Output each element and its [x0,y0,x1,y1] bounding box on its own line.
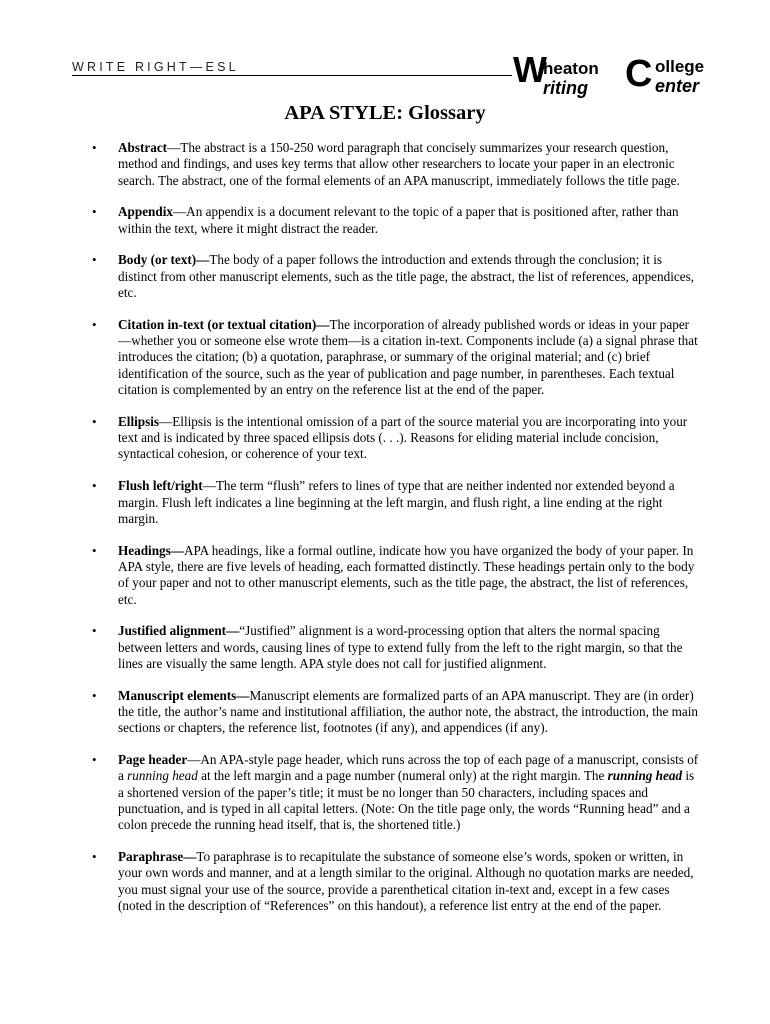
glossary-term: Flush left/right [118,478,203,494]
series-tag: WRITE RIGHT—ESL [72,60,239,74]
bullet-icon: • [92,752,97,768]
glossary-term: Abstract [118,140,168,155]
logo-riting: riting [543,78,588,98]
bullet-icon: • [92,478,97,494]
glossary-entry [0,543,770,608]
term-separator: — [159,413,173,429]
glossary-entry [0,688,770,737]
logo-initial-w: W [513,49,547,90]
definition-text: Manuscript elements are formalized parts of an APA manuscript. They are (in order) the title, the author’s name and institutional affiliation, the author note, the abstract, the introduction, the main sections or chapters, the reference list, footnotes (if any), and appendices (if any). [118,687,698,736]
definition-text: running head [607,768,683,784]
glossary-term: Body (or text)— [118,252,210,268]
definition-text: at the left margin and a page number (numeral only) at the right margin. The [197,768,608,784]
definition-text: The abstract is a 150-250 word paragraph that concisely summarizes your research question, method and findings, and uses key terms that allow other researchers to locate your paper in an electronic search. The abstract, one of the formal elements of an APA manuscript, immediately follows the title page. [118,140,680,188]
glossary-term: Paraphrase— [118,849,197,865]
definition-text: is a shortened version of the paper’s title; it must be no longer than 50 characters, including spaces and punctuation, and is typed in all capital letters. (Note: On the title page only, the words “Running head” and a colon precede the running head itself, that is, the shortened title.) [118,768,695,833]
glossary-term: Justified alignment— [118,623,240,639]
bullet-icon: • [92,204,97,220]
glossary-term: Appendix [118,204,173,220]
header-rule [72,75,512,76]
definition-text: An appendix is a document relevant to the topic of a paper that is positioned after, rather than within the text, where it might distract the reader. [118,204,679,236]
glossary-term: Manuscript elements— [118,687,250,703]
bullet-icon: • [92,687,97,703]
glossary-list [0,140,770,930]
term-separator: — [187,752,201,768]
glossary-entry [0,752,770,833]
bullet-icon: • [92,316,97,332]
bullet-icon: • [92,849,97,865]
term-separator: — [172,204,187,220]
glossary-entry [0,204,770,237]
glossary-term: Page header [118,752,188,768]
glossary-entry [0,140,770,189]
glossary-term: Citation in-text (or textual citation)— [118,316,330,332]
logo-enter: enter [655,76,700,96]
glossary-term: Headings— [118,542,184,558]
logo-ollege: ollege [655,57,705,76]
glossary-term: Ellipsis [118,413,160,429]
page-title: APA STYLE: Glossary [284,102,486,124]
logo-graphic [513,48,711,100]
page-header [72,48,712,104]
definition-text: running head [127,768,198,784]
bullet-icon: • [92,413,97,429]
logo-heaton: heaton [543,59,599,78]
definition-text: The body of a paper follows the introduction and extends through the conclusion; it is distinct from other manuscript elements, such as the title page, the abstract, the list of references, appendices, etc. [118,252,695,301]
glossary-entry [0,478,770,527]
glossary-entry [0,414,770,463]
definition-text: An APA-style page header, which runs across the top of each page of a manuscript, consists of a [118,752,699,784]
bullet-icon: • [92,252,97,268]
glossary-entry [0,317,770,398]
glossary-entry [0,623,770,672]
bullet-icon: • [92,623,97,639]
logo-initial-c: C [625,53,653,95]
definition-text: The term “flush” refers to lines of type that are neither indented nor extended beyond a margin. Flush left indicates a line beginning at the left margin, and flush right, a line ending at the right margin. [118,478,675,526]
term-separator: — [167,140,181,155]
definition-text: Ellipsis is the intentional omission of a part of the source material you are incorporating into your text and is indicated by three spaced ellipsis dots (. . .). Reasons for eliding material include concision, syntactical cohesion, or coherence of your text. [118,413,688,462]
bullet-icon: • [92,542,97,558]
definition-text: The incorporation of already published words or ideas in your paper—whether you or someone else wrote them—is a citation in-text. Components include (a) a signal phrase that introduces the citation; (b) a quotation, paraphrase, or summary of the original material; and (c) brief identification of the source, such as the year of publication and page number, in parentheses. Each textual citation is complemented by an entry on the reference list at the end of the paper. [118,316,698,398]
bullet-icon: • [92,140,97,155]
definition-text: “Justified” alignment is a word-processing option that alters the normal spacing between letters and words, causing lines of type to extend fully from the left to the right margin, so that the lines are visually the same length. APA style does not call for justified alignment. [118,623,683,671]
definition-text: To paraphrase is to recapitulate the substance of someone else’s words, spoken or written, in your own words and manner, and at a length similar to the original. Although no quotation marks are needed, you must signal your use of the source, provide a parenthetical citation in-text and, except in a few cases (noted in the description of “References” on this handout), a reference list entry at the end of the paper. [118,849,694,913]
wheaton-writing-center-logo [513,48,711,100]
definition-text: APA headings, like a formal outline, indicate how you have organized the body of your paper. In APA style, there are five levels of heading, each formatted distinctly. These headings pertain only to the body of your paper and not to other manuscript elements, such as the title page, the abstract, the list of references, etc. [118,542,695,607]
term-separator: — [202,478,216,494]
glossary-entry [0,252,770,301]
glossary-entry [0,849,770,914]
